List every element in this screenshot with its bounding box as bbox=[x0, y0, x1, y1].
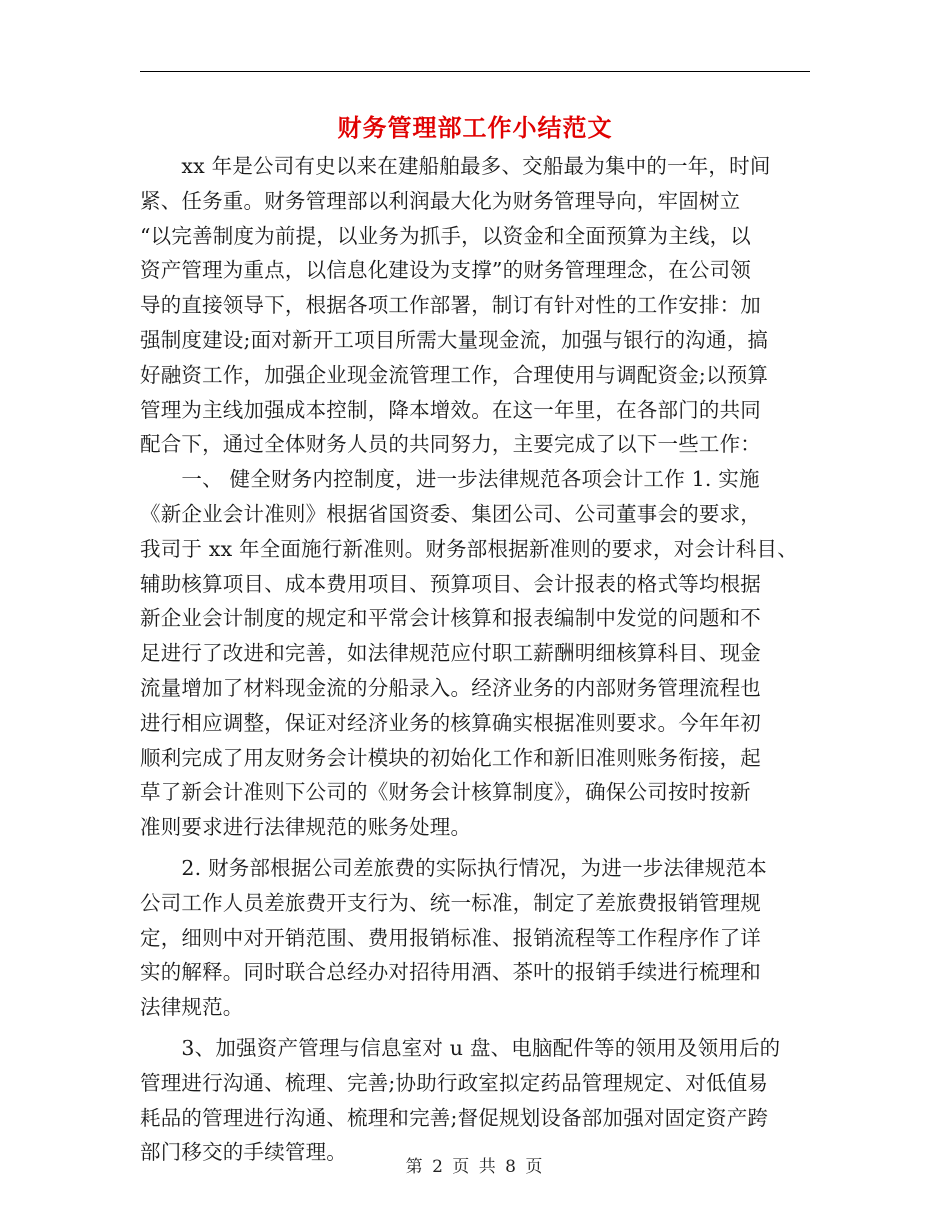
text-line: 配合下，通过全体财务人员的共同努力，主要完成了以下一些工作： bbox=[140, 432, 761, 457]
paragraph-item-3 bbox=[140, 1031, 812, 1170]
text-line: 定，细则中对开销范围、费用报销标准、报销流程等工作程序作了详 bbox=[140, 925, 761, 950]
header-rule bbox=[140, 71, 810, 72]
document-body bbox=[140, 149, 812, 1170]
text-line: 草了新会计准则下公司的《财务会计核算制度》，确保公司按时按新 bbox=[140, 780, 751, 805]
text-line: 资产管理为重点，以信息化建设为支撑”的财务管理理念，在公司领 bbox=[140, 258, 751, 283]
document-title: 财务管理部工作小结范文 bbox=[337, 114, 613, 142]
text-line: 法律规范。 bbox=[140, 995, 244, 1020]
text-line: 2. 财务部根据公司差旅费的实际执行情况，为进一步法律规范本 bbox=[140, 855, 767, 880]
text-line: 一、 健全财务内控制度，进一步法律规范各项会计工作 1. 实施 bbox=[140, 467, 760, 492]
text-line: 《新企业会计准则》根据省国资委、集团公司、公司董事会的要求， bbox=[140, 501, 761, 526]
text-line: 紧、任务重。财务管理部以利润最大化为财务管理导向，牢固树立 bbox=[140, 188, 741, 213]
paragraph-section-1 bbox=[140, 462, 812, 845]
text-line: 强制度建设;面对新开工项目所需大量现金流，加强与银行的沟通，搞 bbox=[140, 327, 769, 352]
text-line: 3、加强资产管理与信息室对 u 盘、电脑配件等的领用及领用后的 bbox=[140, 1035, 781, 1060]
page-number: 第 2 页 共 8 页 bbox=[405, 1157, 545, 1177]
text-line: 顺利完成了用友财务会计模块的初始化工作和新旧准则账务衔接，起 bbox=[140, 745, 761, 770]
text-line: “以完善制度为前提，以业务为抓手，以资金和全面预算为主线，以 bbox=[140, 223, 751, 248]
text-line: 耗品的管理进行沟通、梳理和完善;督促规划设备部加强对固定资产跨 bbox=[140, 1105, 769, 1130]
text-line: 公司工作人员差旅费开支行为、统一标准，制定了差旅费报销管理规 bbox=[140, 890, 761, 915]
text-line: 进行相应调整，保证对经济业务的核算确实根据准则要求。今年年初 bbox=[140, 710, 761, 735]
text-line: 实的解释。同时联合总经办对招待用酒、茶叶的报销手续进行梳理和 bbox=[140, 960, 761, 985]
text-line: xx 年是公司有史以来在建船舶最多、交船最为集中的一年，时间 bbox=[140, 154, 771, 178]
text-line: 新企业会计制度的规定和平常会计核算和报表编制中发觉的问题和不 bbox=[140, 606, 761, 631]
text-line: 准则要求进行法律规范的账务处理。 bbox=[140, 815, 472, 840]
text-line: 导的直接领导下，根据各项工作部署，制订有针对性的工作安排：加 bbox=[140, 293, 761, 318]
text-line: 辅助核算项目、成本费用项目、预算项目、会计报表的格式等均根据 bbox=[140, 571, 761, 596]
text-line: 管理进行沟通、梳理、完善;协助行政室拟定药品管理规定、对低值易 bbox=[140, 1070, 769, 1095]
text-line: 流量增加了材料现金流的分船录入。经济业务的内部财务管理流程也 bbox=[140, 675, 761, 700]
text-line: 好融资工作，加强企业现金流管理工作，合理使用与调配资金;以预算 bbox=[140, 362, 769, 387]
text-line: 部门移交的手续管理。 bbox=[140, 1140, 347, 1165]
text-line: 管理为主线加强成本控制，降本增效。在这一年里，在各部门的共同 bbox=[140, 397, 761, 422]
text-line: 足进行了改进和完善，如法律规范应付职工薪酬明细核算科目、现金 bbox=[140, 641, 761, 666]
text-line: 我司于 xx 年全面施行新准则。财务部根据新准则的要求，对会计科目、 bbox=[140, 536, 798, 561]
paragraph-intro bbox=[140, 149, 812, 462]
paragraph-item-2 bbox=[140, 851, 812, 1025]
